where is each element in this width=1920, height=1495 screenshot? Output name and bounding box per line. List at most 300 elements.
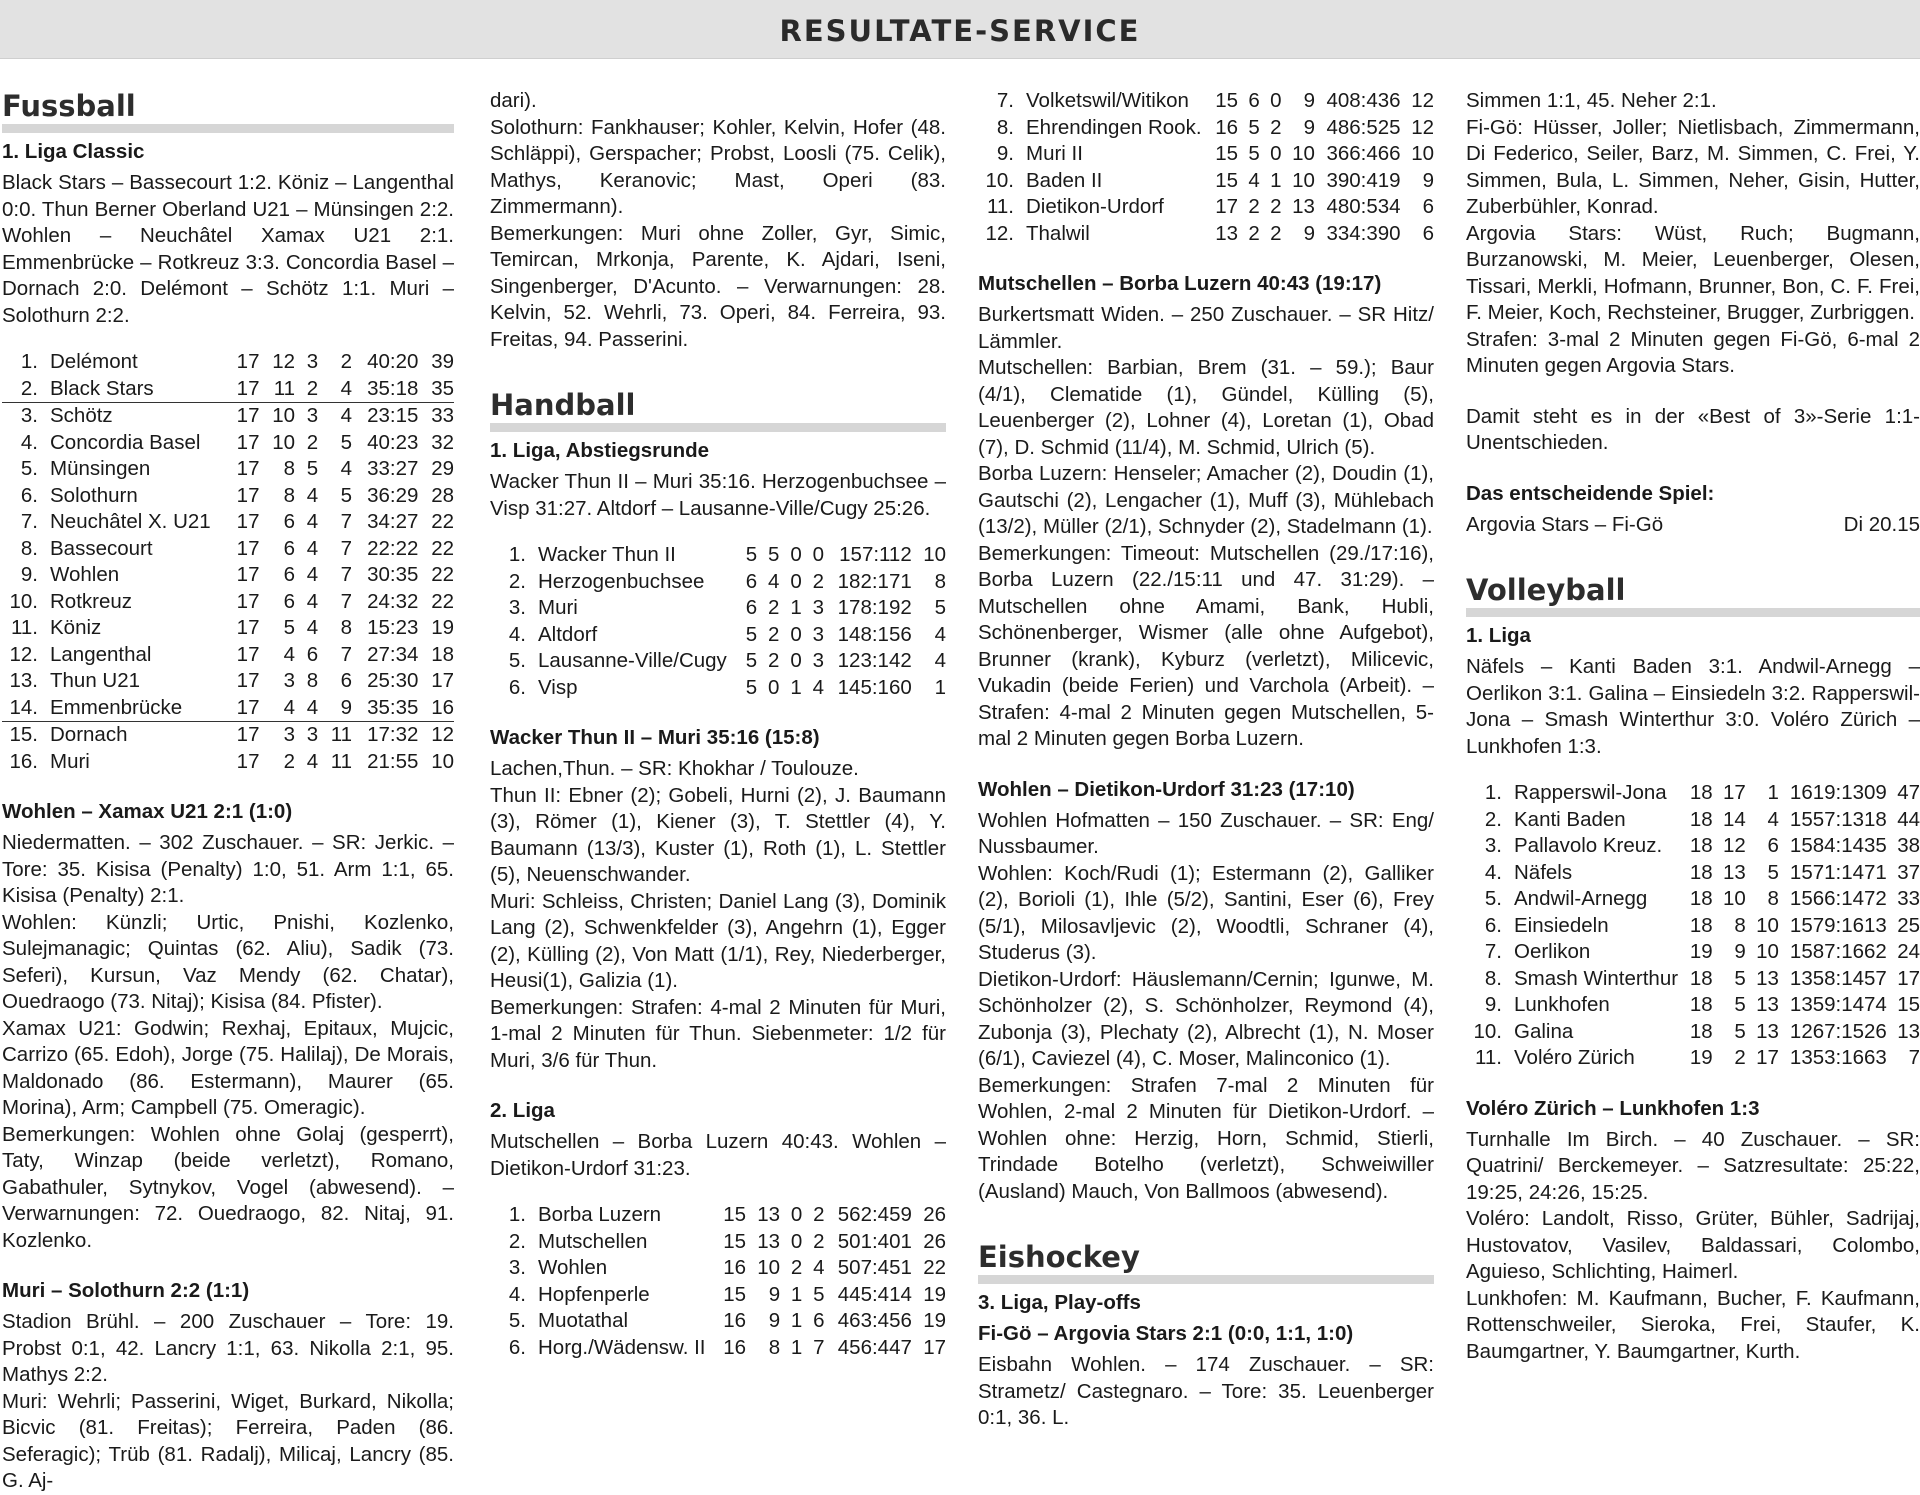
game-lineup: Fi-Gö: Hüsser, Joller; Nietlisbach, Zimmermann, Di Federico, Seiler, Barz, M. Simmen, C. Frei, Y. Simmen, Bula, L. Simmen, Neher, Gisin, Hutter, Zuberbühler, Konrad. bbox=[1466, 115, 1920, 218]
value-cell: 26 bbox=[923, 1203, 946, 1226]
page-header bbox=[0, 0, 1920, 59]
value-cell: 4 bbox=[813, 1256, 825, 1279]
value-cell: 18 bbox=[431, 642, 454, 666]
value-cell: 3 bbox=[283, 723, 295, 746]
value-cell: 12 bbox=[1723, 834, 1746, 857]
value-cell: 5 bbox=[745, 675, 758, 699]
rank-cell: 8. bbox=[20, 536, 38, 560]
value-cell: 2 bbox=[295, 376, 318, 403]
value-cell: 6 bbox=[745, 596, 758, 619]
team-cell: Wohlen bbox=[538, 1256, 608, 1279]
value-cell: 6 bbox=[283, 536, 295, 560]
value-cell: 2 bbox=[340, 350, 353, 373]
value-cell: 6 bbox=[283, 589, 295, 613]
team-cell: Concordia Basel bbox=[50, 430, 201, 454]
value-cell: 10 bbox=[1723, 887, 1746, 910]
rank-cell: 3. bbox=[508, 1256, 526, 1279]
value-cell: 4 bbox=[306, 483, 319, 507]
value-cell: 5 bbox=[1734, 1019, 1746, 1043]
game-title: Wacker Thun II – Muri 35:16 (15:8) bbox=[490, 726, 820, 749]
game-notes: Bemerkungen: Strafen 7-mal 2 Minuten für Wohlen, 2-mal 2 Minuten für Dietikon-Urdorf. – Wohlen ohne: Herzig, Horn, Schmid, Stierli, Trindade Botelho (verletzt), Schweiwiller (Ausland) Mauch, Von Ballmoos (abwesend). bbox=[978, 1073, 1434, 1203]
team-cell: Andwil-Arnegg bbox=[1514, 887, 1648, 910]
value-cell: 11 bbox=[259, 376, 295, 403]
game-title: Wohlen – Xamax U21 2:1 (1:0) bbox=[2, 800, 293, 823]
value-cell: 4 bbox=[768, 569, 780, 593]
value-cell: 3 bbox=[306, 723, 319, 746]
value-cell: 16 bbox=[723, 1335, 747, 1359]
rank-cell: 4. bbox=[20, 430, 38, 454]
value-cell: 1 bbox=[790, 1309, 803, 1332]
decisive-game-time: Di 20.15 bbox=[1843, 512, 1920, 536]
team-cell: Horg./Wädensw. II bbox=[538, 1335, 706, 1359]
decisive-game-line bbox=[1466, 512, 1920, 539]
value-cell: 17 bbox=[236, 404, 260, 427]
rank-cell: 9. bbox=[20, 563, 38, 586]
value-cell: 17 bbox=[431, 669, 454, 692]
game-body: Lachen,Thun. – SR: Khokhar / Toulouze. bbox=[490, 757, 859, 780]
value-cell: 11 bbox=[330, 723, 353, 746]
table-row bbox=[490, 675, 946, 702]
value-cell: 2 bbox=[1248, 195, 1260, 218]
value-cell: 10 bbox=[923, 543, 946, 566]
value-cell: 13 bbox=[1756, 1019, 1779, 1043]
value-cell: 2 bbox=[1248, 221, 1260, 245]
value-cell: 445:414 bbox=[837, 1282, 912, 1306]
value-cell: 2 bbox=[790, 1256, 803, 1279]
value-cell: 5 bbox=[1248, 115, 1260, 139]
value-cell: 17 bbox=[236, 616, 260, 639]
page-title: RESULTATE-SERVICE bbox=[779, 14, 1141, 48]
team-cell: Bassecourt bbox=[50, 536, 153, 560]
value-cell: 4 bbox=[283, 642, 295, 666]
value-cell: 16 bbox=[1215, 115, 1239, 139]
value-cell: 29 bbox=[431, 457, 454, 480]
value-cell: 10 bbox=[1411, 142, 1434, 165]
table-row bbox=[1466, 1019, 1920, 1046]
game-notes: Bemerkungen: Wohlen ohne Golaj (gesperrt), Taty, Winzap (beide verletzt), Romano, Gabathuler, Sytnykov, Vogel (abwesend). – Verwarnungen: 72. Ouedraogo, 82. Nitaj, 91. Kozlenko. bbox=[2, 1122, 454, 1252]
game-lineup: Wohlen: Koch/Rudi (1); Estermann (2), Galliker (2), Borioli (1), Ihle (5/2), Santini, Eser (6), Frey (5/1), Milosavljevic (2), Woodtli, Schraner (4), Studerus (3). bbox=[978, 861, 1434, 964]
game-notes: Bemerkungen: Timeout: Mutschellen (29./17:16), Borba Luzern (22./15:11 und 47. 31:29). – Mutschellen ohne Amami, Bank, Hubli, Schönenberger, Wismer (alle ohne Aufgebot), Brunner (krank), Kyburz (verletzt), Milicevic, Vukadin (beide Ferien) und Varchola (Arbeit). – Strafen: 4-mal 2 Minuten gegen Mutschellen, 5-mal 2 Minuten gegen Borba Luzern. bbox=[978, 541, 1434, 750]
rank-cell: 12. bbox=[985, 221, 1014, 245]
value-cell: 16 bbox=[723, 1309, 747, 1332]
team-cell: Schötz bbox=[50, 404, 113, 427]
value-cell: 9 bbox=[1734, 940, 1746, 963]
team-cell: Muri II bbox=[1026, 142, 1083, 165]
game-body: Eisbahn Wohlen. – 174 Zuschauer. – SR: Strametz/ Castegnaro. – Tore: 35. Leuenberger 0:1, 36. L. bbox=[978, 1353, 1434, 1429]
table-row bbox=[490, 1229, 946, 1256]
continued-text: Simmen 1:1, 45. Neher 2:1. bbox=[1466, 89, 1717, 112]
standings-table bbox=[1466, 780, 1920, 1072]
value-cell: 507:451 bbox=[837, 1256, 912, 1279]
rank-cell: 6. bbox=[508, 675, 526, 699]
value-cell: 28 bbox=[431, 483, 454, 507]
value-cell: 4 bbox=[318, 376, 352, 403]
value-cell: 15 bbox=[723, 1203, 747, 1226]
team-cell: Muotathal bbox=[538, 1309, 629, 1332]
team-cell: Altdorf bbox=[538, 622, 598, 646]
value-cell: 5 bbox=[306, 457, 319, 480]
team-cell: Köniz bbox=[50, 616, 102, 639]
value-cell: 4 bbox=[934, 622, 946, 646]
table-row bbox=[978, 168, 1434, 195]
value-cell: 30:35 bbox=[367, 563, 419, 586]
value-cell: 14 bbox=[1723, 807, 1746, 831]
value-cell: 4 bbox=[306, 536, 319, 560]
value-cell: 5 bbox=[745, 649, 758, 672]
value-cell: 9 bbox=[1303, 89, 1315, 112]
value-cell: 334:390 bbox=[1326, 221, 1401, 245]
value-cell: 4 bbox=[306, 510, 319, 533]
rank-cell: 2. bbox=[1484, 807, 1502, 831]
value-cell: 22 bbox=[431, 536, 454, 560]
game-lineup: Dietikon-Urdorf: Häuslemann/Cernin; Igunwe, M. Schönholzer (2), S. Schönholzer, Reymond (4), Zubonja (3), Plechaty (2), Albrecht (1), N. Moser (6/1), Caviezel (4), C. Moser, Malinconico (1). bbox=[978, 967, 1434, 1070]
value-cell: 19 bbox=[923, 1282, 946, 1306]
value-cell: 2 bbox=[768, 596, 780, 619]
value-cell: 8 bbox=[1767, 887, 1779, 910]
value-cell: 17 bbox=[236, 510, 260, 533]
value-cell: 408:436 bbox=[1326, 89, 1401, 112]
value-cell: 16 bbox=[723, 1256, 747, 1279]
value-cell: 40:23 bbox=[367, 430, 419, 454]
value-cell: 4 bbox=[934, 649, 946, 672]
value-cell: 5 bbox=[340, 483, 353, 507]
value-cell: 24:32 bbox=[367, 589, 419, 613]
value-cell: 1579:1613 bbox=[1789, 913, 1887, 937]
value-cell: 19 bbox=[1689, 940, 1713, 963]
value-cell: 145:160 bbox=[837, 675, 912, 699]
rank-cell: 15. bbox=[9, 723, 38, 746]
decisive-game-title: Das entscheidende Spiel: bbox=[1466, 481, 1715, 505]
value-cell: 37 bbox=[1897, 860, 1920, 884]
value-cell: 456:447 bbox=[837, 1335, 912, 1359]
value-cell: 18 bbox=[1689, 966, 1713, 990]
team-cell: Lausanne-Ville/Cugy bbox=[538, 649, 727, 672]
standings-table bbox=[490, 1202, 946, 1361]
value-cell: 6 bbox=[745, 569, 758, 593]
value-cell: 17 bbox=[1723, 781, 1746, 804]
game-notes: Strafen: 3-mal 2 Minuten gegen Fi-Gö, 6-mal 2 Minuten gegen Argovia Stars. bbox=[1466, 327, 1920, 377]
value-cell: 10 bbox=[1292, 168, 1315, 192]
value-cell: 9 bbox=[1303, 221, 1315, 245]
value-cell: 22 bbox=[431, 589, 454, 613]
table-row bbox=[978, 221, 1434, 248]
value-cell: 16 bbox=[418, 695, 454, 722]
rank-cell: 3. bbox=[508, 596, 526, 619]
value-cell: 4 bbox=[1767, 807, 1779, 831]
value-cell: 35 bbox=[418, 376, 454, 403]
game-body: Wohlen Hofmatten – 150 Zuschauer. – SR: Eng/ Nussbaumer. bbox=[978, 808, 1434, 858]
value-cell: 17 bbox=[236, 642, 260, 666]
value-cell: 0 bbox=[790, 1229, 803, 1253]
value-cell: 13 bbox=[1215, 221, 1239, 245]
team-cell: Lunkhofen bbox=[1514, 993, 1610, 1016]
decisive-game-match: Argovia Stars – Fi-Gö bbox=[1466, 512, 1664, 536]
value-cell: 2 bbox=[283, 749, 295, 773]
rank-cell: 5. bbox=[508, 649, 526, 672]
value-cell: 2 bbox=[812, 569, 825, 593]
value-cell: 0 bbox=[1270, 89, 1282, 112]
value-cell: 6 bbox=[340, 669, 353, 692]
value-cell: 12 bbox=[431, 723, 454, 746]
value-cell: 17 bbox=[1215, 195, 1239, 218]
value-cell: 44 bbox=[1897, 807, 1920, 831]
team-cell: Emmenbrücke bbox=[50, 695, 224, 722]
team-cell: Thalwil bbox=[1026, 221, 1090, 245]
value-cell: 11 bbox=[330, 749, 353, 773]
game-title: Muri – Solothurn 2:2 (1:1) bbox=[2, 1279, 250, 1302]
table-row bbox=[2, 483, 454, 510]
value-cell: 25 bbox=[1897, 913, 1920, 937]
table-row bbox=[978, 115, 1434, 142]
value-cell: 8 bbox=[283, 483, 295, 507]
rank-cell: 2. bbox=[508, 1229, 526, 1253]
table-row bbox=[490, 648, 946, 675]
value-cell: 17 bbox=[236, 749, 260, 773]
value-cell: 1353:1663 bbox=[1789, 1046, 1887, 1069]
value-cell: 486:525 bbox=[1326, 115, 1401, 139]
value-cell: 12 bbox=[272, 350, 295, 373]
value-cell: 4 bbox=[295, 695, 318, 722]
table-row bbox=[978, 141, 1434, 168]
team-cell: Ehrendingen Rook. bbox=[1026, 115, 1202, 139]
value-cell: 15 bbox=[1215, 89, 1239, 112]
table-row bbox=[2, 668, 454, 695]
value-cell: 15 bbox=[1215, 168, 1239, 192]
value-cell: 157:112 bbox=[839, 543, 912, 566]
rank-cell: 12. bbox=[9, 642, 38, 666]
table-row bbox=[1466, 833, 1920, 860]
value-cell: 13 bbox=[757, 1203, 781, 1226]
value-cell: 4 bbox=[340, 457, 353, 480]
value-cell: 7 bbox=[813, 1335, 825, 1359]
value-cell: 9 bbox=[768, 1309, 781, 1332]
value-cell: 17 bbox=[1756, 1046, 1779, 1069]
league-heading: 1. Liga, Abstiegsrunde bbox=[490, 439, 710, 462]
value-cell: 1 bbox=[790, 596, 802, 619]
value-cell: 18 bbox=[1689, 1019, 1713, 1043]
value-cell: 6 bbox=[813, 1309, 825, 1332]
value-cell: 4 bbox=[259, 695, 295, 722]
value-cell: 17 bbox=[236, 483, 260, 507]
table-row bbox=[1466, 1045, 1920, 1072]
value-cell: 178:192 bbox=[837, 596, 912, 619]
value-cell: 13 bbox=[1292, 195, 1315, 218]
value-cell: 2 bbox=[1734, 1046, 1746, 1069]
standings-table bbox=[490, 542, 946, 701]
rank-cell: 10. bbox=[1473, 1019, 1502, 1043]
value-cell: 2 bbox=[768, 649, 780, 672]
value-cell: 17 bbox=[236, 430, 260, 454]
standings-table bbox=[2, 349, 454, 775]
value-cell: 0 bbox=[790, 569, 802, 593]
rank-cell: 10. bbox=[985, 168, 1014, 192]
value-cell: 4 bbox=[306, 616, 319, 639]
table-row bbox=[490, 1335, 946, 1362]
team-cell: Borba Luzern bbox=[538, 1203, 662, 1226]
value-cell: 17 bbox=[923, 1335, 946, 1359]
rank-cell: 7. bbox=[20, 510, 38, 533]
rank-cell: 6. bbox=[20, 483, 38, 507]
game-lineup: Muri: Schleiss, Christen; Daniel Lang (3), Dominik Lang (2), Schwenkfelder (3), Angehrn (1), Egger (2), Külling (2), Von Matt (1/1), Rey, Niederberger, Heusi(1), Galizia (1). bbox=[490, 889, 946, 992]
game-lineup: Muri: Wehrli; Passerini, Wiget, Burkard, Nikolla; Bicvic (81. Freitas); Ferreira, Paden (86. Seferagic); Trüb (81. Radalj), Milicaj, Lancry (85. G. Aj- bbox=[2, 1389, 454, 1492]
value-cell: 17 bbox=[224, 695, 260, 722]
value-cell: 0 bbox=[790, 649, 802, 672]
rank-cell: 1. bbox=[508, 543, 526, 566]
team-cell: Volketswil/Witikon bbox=[1026, 89, 1189, 112]
game-title: Mutschellen – Borba Luzern 40:43 (19:17) bbox=[978, 272, 1382, 295]
value-cell: 13 bbox=[1897, 1019, 1920, 1043]
value-cell: 7 bbox=[340, 563, 353, 586]
value-cell: 10 bbox=[757, 1256, 781, 1279]
value-cell: 3 bbox=[812, 649, 825, 672]
value-cell: 10 bbox=[1756, 940, 1779, 963]
rank-cell: 2. bbox=[508, 569, 526, 593]
value-cell: 38 bbox=[1897, 834, 1920, 857]
series-note: Damit steht es in der «Best of 3»-Serie 1:1-Unentschieden. bbox=[1466, 404, 1920, 454]
value-cell: 1619:1309 bbox=[1789, 781, 1887, 804]
value-cell: 5 bbox=[1734, 993, 1746, 1016]
value-cell: 9 bbox=[318, 695, 352, 722]
value-cell: 5 bbox=[768, 543, 780, 566]
value-cell: 5 bbox=[934, 596, 946, 619]
value-cell: 5 bbox=[745, 543, 758, 566]
rank-cell: 6. bbox=[1484, 913, 1502, 937]
value-cell: 1557:1318 bbox=[1789, 807, 1887, 831]
rank-cell: 16. bbox=[9, 749, 38, 773]
team-cell: Visp bbox=[538, 675, 578, 699]
team-cell: Rapperswil-Jona bbox=[1514, 781, 1667, 804]
value-cell: 5 bbox=[1248, 142, 1260, 165]
value-cell: 4 bbox=[812, 675, 825, 699]
game-lineup: Thun II: Ebner (2); Gobeli, Hurni (2), J. Baumann (3), Römer (1), Kiener (3), T. Stettler (4), Y. Baumann (13/3), Kuster (1), Roth (1), L. Stettler (5), Neuenschwander. bbox=[490, 783, 946, 886]
value-cell: 1359:1474 bbox=[1789, 993, 1887, 1016]
team-cell: Dornach bbox=[50, 723, 128, 746]
value-cell: 17 bbox=[236, 669, 260, 692]
table-row bbox=[490, 1308, 946, 1335]
value-cell: 5 bbox=[340, 430, 353, 454]
table-row bbox=[490, 622, 946, 649]
value-cell: 23:15 bbox=[367, 404, 419, 427]
value-cell: 32 bbox=[431, 430, 454, 454]
table-row bbox=[2, 615, 454, 642]
column-2 bbox=[490, 88, 946, 1408]
team-cell: Pallavolo Kreuz. bbox=[1514, 834, 1663, 857]
column-4 bbox=[1466, 88, 1920, 1408]
value-cell: 6 bbox=[283, 510, 295, 533]
rank-cell: 9. bbox=[1484, 993, 1502, 1016]
game-lineup: Borba Luzern: Henseler; Amacher (2), Doudin (1), Gautschi (2), Lengacher (1), Muff (3), Mühlebach (13/2), Müller (2/1), Schnyder (2), Stadelmann (1). bbox=[978, 462, 1434, 538]
team-cell: Münsingen bbox=[50, 457, 151, 480]
value-cell: 47 bbox=[1897, 781, 1920, 804]
table-row bbox=[490, 595, 946, 622]
rank-cell: 3. bbox=[1484, 834, 1502, 857]
rank-cell: 5. bbox=[1484, 887, 1502, 910]
table-row bbox=[2, 456, 454, 483]
section-heading-handball: Handball bbox=[490, 387, 946, 432]
value-cell: 8 bbox=[306, 669, 319, 692]
value-cell: 19 bbox=[431, 616, 454, 639]
team-cell: Oerlikon bbox=[1514, 940, 1591, 963]
team-cell: Herzogenbuchsee bbox=[538, 569, 705, 593]
value-cell: 9 bbox=[1422, 168, 1434, 192]
value-cell: 13 bbox=[1723, 860, 1746, 884]
table-row bbox=[2, 376, 454, 403]
value-cell: 19 bbox=[1689, 1046, 1713, 1069]
team-cell: Rotkreuz bbox=[50, 589, 133, 613]
section-heading-volleyball: Volleyball bbox=[1466, 572, 1920, 617]
value-cell: 26 bbox=[923, 1229, 946, 1253]
rank-cell: 1. bbox=[1484, 781, 1502, 804]
team-cell: Kanti Baden bbox=[1514, 807, 1626, 831]
rank-cell: 11. bbox=[987, 195, 1014, 218]
value-cell: 2 bbox=[1270, 195, 1282, 218]
value-cell: 22 bbox=[431, 510, 454, 533]
value-cell: 9 bbox=[768, 1282, 781, 1306]
table-row bbox=[1466, 939, 1920, 966]
table-row bbox=[1466, 860, 1920, 887]
value-cell: 12 bbox=[1411, 115, 1434, 139]
value-cell: 3 bbox=[812, 622, 825, 646]
value-cell: 18 bbox=[1689, 807, 1713, 831]
column-3 bbox=[978, 88, 1434, 1429]
game-body: Burkertsmatt Widen. – 250 Zuschauer. – SR Hitz/ Lämmler. bbox=[978, 303, 1434, 353]
value-cell: 1566:1472 bbox=[1789, 887, 1887, 910]
value-cell: 18 bbox=[1689, 913, 1713, 937]
table-row bbox=[2, 536, 454, 563]
value-cell: 2 bbox=[813, 1229, 825, 1253]
value-cell: 5 bbox=[1767, 860, 1779, 884]
value-cell: 17 bbox=[1897, 966, 1920, 990]
value-cell: 6 bbox=[1422, 221, 1434, 245]
value-cell: 5 bbox=[745, 622, 758, 646]
value-cell: 4 bbox=[306, 749, 319, 773]
value-cell: 2 bbox=[1270, 115, 1282, 139]
team-cell: Hopfenperle bbox=[538, 1282, 650, 1306]
table-row bbox=[1466, 807, 1920, 834]
value-cell: 17 bbox=[236, 723, 260, 746]
team-cell: Neuchâtel X. U21 bbox=[50, 510, 211, 533]
value-cell: 501:401 bbox=[837, 1229, 912, 1253]
table-row bbox=[2, 403, 454, 430]
value-cell: 8 bbox=[340, 616, 353, 639]
table-row bbox=[1466, 913, 1920, 940]
team-cell: Muri bbox=[50, 749, 90, 773]
team-cell: Black Stars bbox=[50, 376, 224, 403]
value-cell: 18 bbox=[1689, 781, 1713, 804]
value-cell: 1267:1526 bbox=[1789, 1019, 1887, 1043]
value-cell: 0 bbox=[1270, 142, 1282, 165]
league-heading: 3. Liga, Play-offs bbox=[978, 1291, 1141, 1314]
value-cell: 1587:1662 bbox=[1789, 940, 1887, 963]
value-cell: 13 bbox=[757, 1229, 781, 1253]
value-cell: 22 bbox=[923, 1256, 946, 1279]
value-cell: 17 bbox=[236, 563, 260, 586]
value-cell: 8 bbox=[283, 457, 295, 480]
value-cell: 19 bbox=[923, 1309, 946, 1332]
value-cell: 5 bbox=[813, 1282, 825, 1306]
value-cell: 4 bbox=[306, 589, 319, 613]
value-cell: 17 bbox=[236, 350, 260, 373]
results-text: Black Stars – Bassecourt 1:2. Köniz – Langenthal 0:0. Thun Berner Oberland U21 – Münsingen 2:2. Wohlen – Neuchâtel Xamax U21 2:1. Emmenbrücke – Rotkreuz 3:3. Concordia Basel – Dornach 2:0. Delémont – Schötz 1:1. Muri – Solothurn 2:2. bbox=[2, 171, 454, 327]
value-cell: 17 bbox=[236, 589, 260, 613]
standings-table-continued bbox=[978, 88, 1434, 247]
rank-cell: 5. bbox=[20, 457, 38, 480]
value-cell: 366:466 bbox=[1326, 142, 1401, 165]
value-cell: 1 bbox=[790, 675, 802, 699]
value-cell: 40:20 bbox=[367, 350, 419, 373]
game-body: Turnhalle Im Birch. – 40 Zuschauer. – SR: Quatrini/ Berckemeyer. – Satzresultate: 25:22, 19:25, 24:26, 15:25. bbox=[1466, 1127, 1920, 1204]
value-cell: 390:419 bbox=[1326, 168, 1401, 192]
